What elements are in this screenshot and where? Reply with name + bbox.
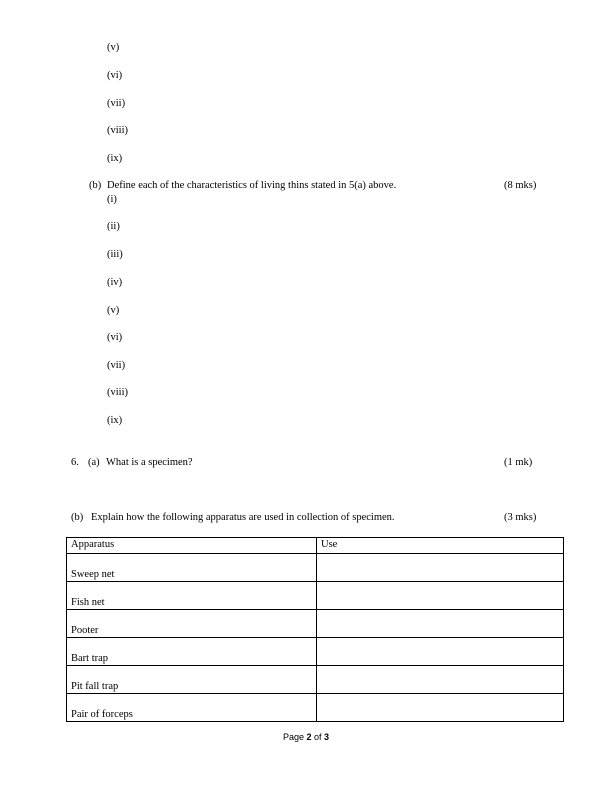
table-row xyxy=(67,554,564,582)
footer-total-pages: 3 xyxy=(324,732,330,742)
question-6b-text: Explain how the following apparatus are used in collection of specimen. xyxy=(91,512,395,523)
table-cell-use-answer[interactable] xyxy=(317,610,564,638)
question-5b-marks: (8 mks) xyxy=(504,180,537,191)
question-6a-label: (a) xyxy=(88,457,100,468)
question-6b-marks: (3 mks) xyxy=(504,512,537,523)
table-header-row xyxy=(67,538,564,554)
apparatus-table xyxy=(66,537,564,722)
table-cell-apparatus xyxy=(67,554,317,582)
table-row xyxy=(67,638,564,666)
list-item-a-viii: (viii) xyxy=(107,125,128,136)
table-row xyxy=(67,694,564,722)
list-item-a-v: (v) xyxy=(107,42,120,53)
question-5b-label: (b) xyxy=(89,180,102,191)
list-item-a-ix: (ix) xyxy=(107,153,123,164)
apparatus-name: Sweep net xyxy=(71,569,115,580)
list-item-b-vi: (vi) xyxy=(107,332,123,343)
footer-current-page: 2 xyxy=(306,732,312,742)
table-row xyxy=(67,666,564,694)
footer-page-prefix: Page xyxy=(282,732,304,742)
list-item-b-iii: (iii) xyxy=(107,249,123,260)
list-item-b-i: (i) xyxy=(107,194,117,205)
list-item-b-v: (v) xyxy=(107,305,120,316)
page-footer xyxy=(0,732,612,742)
table-row xyxy=(67,582,564,610)
table-cell-apparatus xyxy=(67,582,317,610)
apparatus-name: Pooter xyxy=(71,625,99,636)
list-item-b-ix: (ix) xyxy=(107,415,123,426)
apparatus-name: Fish net xyxy=(71,597,105,608)
list-item-b-ii: (ii) xyxy=(107,221,120,232)
list-item-a-vi: (vi) xyxy=(107,70,123,81)
table-row xyxy=(67,610,564,638)
list-item-b-vii: (vii) xyxy=(107,360,126,371)
table-cell-apparatus xyxy=(67,610,317,638)
question-6a-marks: (1 mk) xyxy=(504,457,533,468)
table-header-use: Use xyxy=(317,538,564,554)
apparatus-name: Pair of forceps xyxy=(71,709,133,720)
table-cell-apparatus xyxy=(67,638,317,666)
question-6b-label: (b) xyxy=(71,512,84,523)
question-6a-text: What is a specimen? xyxy=(106,457,193,468)
list-item-a-vii: (vii) xyxy=(107,98,126,109)
table-cell-use-answer[interactable] xyxy=(317,582,564,610)
apparatus-name: Pit fall trap xyxy=(71,681,119,692)
table-cell-use-answer[interactable] xyxy=(317,666,564,694)
table-cell-use-answer[interactable] xyxy=(317,554,564,582)
question-5b-text: Define each of the characteristics of living thins stated in 5(a) above. xyxy=(107,180,397,191)
table-cell-apparatus xyxy=(67,666,317,694)
apparatus-name: Bart trap xyxy=(71,653,109,664)
question-6-number: 6. xyxy=(71,457,79,468)
list-item-b-viii: (viii) xyxy=(107,387,128,398)
table-header-apparatus: Apparatus xyxy=(67,538,317,554)
table-cell-use-answer[interactable] xyxy=(317,694,564,722)
list-item-b-iv: (iv) xyxy=(107,277,123,288)
table-cell-use-answer[interactable] xyxy=(317,638,564,666)
footer-of: of xyxy=(314,732,322,742)
table-cell-apparatus xyxy=(67,694,317,722)
